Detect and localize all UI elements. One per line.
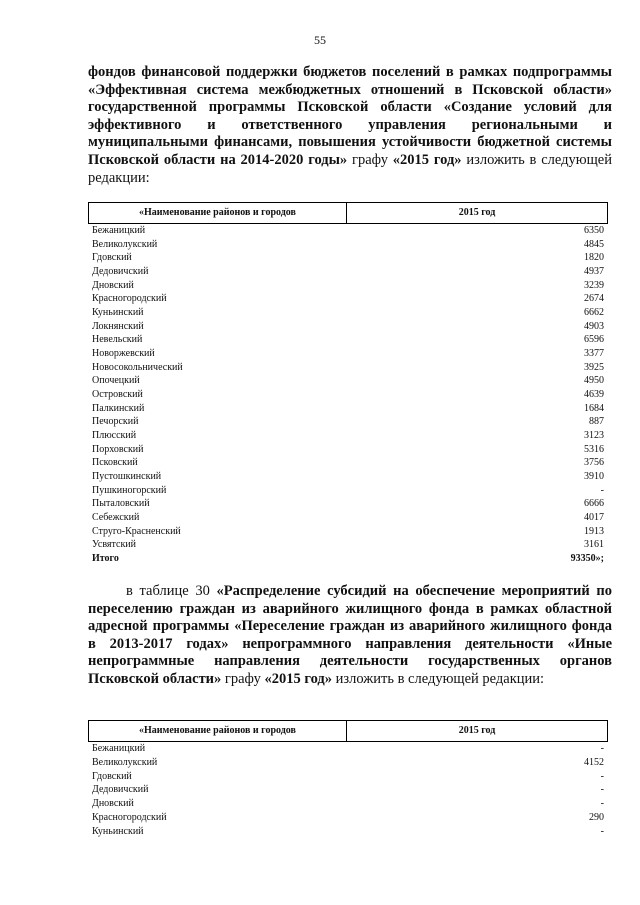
table-row xyxy=(92,443,604,457)
total-label: Итого xyxy=(92,553,119,565)
district-name: Дедовичский xyxy=(92,784,149,796)
paragraph-1-text: графу xyxy=(347,151,393,168)
paragraph-1 xyxy=(88,64,612,187)
table-row xyxy=(92,484,604,498)
amount-value: 3123 xyxy=(584,430,604,442)
district-name: Пустошкинский xyxy=(92,471,162,483)
district-name: Печорский xyxy=(92,416,139,428)
table-row xyxy=(92,811,604,825)
paragraph-2 xyxy=(88,583,612,689)
district-name: Пушкиногорский xyxy=(92,484,167,496)
table-2-col-year-header: 2015 год xyxy=(458,725,496,736)
amount-value: 6350 xyxy=(584,225,604,236)
table-row xyxy=(92,224,604,238)
amount-value: 4950 xyxy=(584,375,604,387)
table-row xyxy=(92,538,604,552)
amount-value: 4152 xyxy=(584,756,604,768)
table-total-row xyxy=(92,552,604,566)
district-name: Себежский xyxy=(92,512,140,524)
table-row xyxy=(92,825,604,839)
amount-value: 3756 xyxy=(584,457,604,469)
district-name: Опочецкий xyxy=(92,375,140,387)
amount-value: - xyxy=(600,770,604,782)
paragraph-2-column-name: «2015 год» xyxy=(264,670,332,687)
amount-value: 887 xyxy=(589,416,604,428)
district-name: Гдовский xyxy=(92,252,132,264)
table-row xyxy=(92,292,604,306)
paragraph-1-column-name: «2015 год» xyxy=(392,151,462,168)
paragraph-2-intro: в таблице 30 xyxy=(126,583,217,599)
amount-value: 4937 xyxy=(584,266,604,278)
table-row xyxy=(92,742,604,756)
amount-value: 6596 xyxy=(584,334,604,346)
table-1-header xyxy=(88,202,608,224)
amount-value: - xyxy=(600,825,604,837)
amount-value: 290 xyxy=(589,811,604,823)
district-name: Плюсский xyxy=(92,430,137,442)
table-row xyxy=(92,456,604,470)
district-name: Псковский xyxy=(92,457,138,469)
paragraph-1-text-end: изложить в следующей редакции: xyxy=(88,151,612,186)
table-row xyxy=(92,320,604,334)
table-row xyxy=(92,347,604,361)
table-row xyxy=(92,306,604,320)
district-name: Струго-Красненский xyxy=(92,525,181,537)
table-row xyxy=(92,251,604,265)
district-name: Палкинский xyxy=(92,402,145,414)
table-row xyxy=(92,279,604,293)
table-2-col-name-header: «Наименование районов и городов xyxy=(89,721,347,741)
amount-value: 2674 xyxy=(584,293,604,305)
amount-value: 6666 xyxy=(584,498,604,510)
district-name: Куньинский xyxy=(92,307,144,319)
total-value: 93350»; xyxy=(570,553,604,565)
table-1-col-name-header: «Наименование районов и городов xyxy=(89,203,347,223)
amount-value: 3925 xyxy=(584,361,604,373)
table-row xyxy=(92,756,604,770)
page-number: 55 xyxy=(314,33,326,47)
district-name: Бежаницкий xyxy=(92,225,146,236)
table-row xyxy=(92,415,604,429)
paragraph-2-text-end: изложить в следующей редакции: xyxy=(331,670,545,687)
district-name: Порховский xyxy=(92,443,144,455)
paragraph-2-bold: «Распределение субсидий на обеспечение мероприятий по переселению граждан из аварийного жилищного фонда в рамках областной адресной программы «Переселение граждан из аварийного жилищного фонда в 2013-2017 годах» непрограммного направления деятельности «Иные непрограммные направления деятельности государственных органов Псковской области» xyxy=(88,583,612,687)
district-name: Красногородский xyxy=(92,293,167,305)
district-name: Островский xyxy=(92,389,143,401)
table-row xyxy=(92,402,604,416)
table-row xyxy=(92,238,604,252)
district-name: Пыталовский xyxy=(92,498,150,510)
district-name: Гдовский xyxy=(92,770,132,782)
paragraph-2-text: графу xyxy=(221,670,265,687)
district-name: Локнянский xyxy=(92,320,144,332)
table-row xyxy=(92,770,604,784)
amount-value: 6662 xyxy=(584,307,604,319)
district-name: Дедовичский xyxy=(92,266,149,278)
amount-value: 4903 xyxy=(584,320,604,332)
table-1-body xyxy=(92,224,604,566)
district-name: Красногородский xyxy=(92,811,167,823)
table-row xyxy=(92,497,604,511)
amount-value: 5316 xyxy=(584,443,604,455)
table-row xyxy=(92,265,604,279)
district-name: Невельский xyxy=(92,334,143,346)
district-name: Усвятский xyxy=(92,539,136,551)
amount-value: 3161 xyxy=(584,539,604,551)
amount-value: 3910 xyxy=(584,471,604,483)
table-1-col-year-header: 2015 год xyxy=(458,207,496,218)
table-row xyxy=(92,388,604,402)
table-row xyxy=(92,511,604,525)
amount-value: 1684 xyxy=(584,402,604,414)
table-row xyxy=(92,333,604,347)
table-row xyxy=(92,361,604,375)
district-name: Великолукский xyxy=(92,756,158,768)
table-row xyxy=(92,470,604,484)
table-2-body xyxy=(92,742,604,839)
amount-value: 4845 xyxy=(584,238,604,250)
district-name: Новосокольнический xyxy=(92,361,183,373)
table-row xyxy=(92,429,604,443)
district-name: Новоржевский xyxy=(92,348,155,360)
amount-value: 4017 xyxy=(584,512,604,524)
paragraph-1-bold: фондов финансовой поддержки бюджетов поселений в рамках подпрограммы «Эффективная система межбюджетных отношений в Псковской области» государственной программы Псковской области «Создание условий для эффективного и ответственного управления региональными и муниципальными финансами, повышения устойчивости бюджетной системы Псковской области на 2014-2020 годы» xyxy=(88,64,612,168)
amount-value: - xyxy=(600,743,604,754)
amount-value: - xyxy=(600,784,604,796)
district-name: Дновский xyxy=(92,798,134,810)
district-name: Куньинский xyxy=(92,825,144,837)
amount-value: 3239 xyxy=(584,279,604,291)
table-row xyxy=(92,525,604,539)
amount-value: 3377 xyxy=(584,348,604,360)
amount-value: 4639 xyxy=(584,389,604,401)
amount-value: 1913 xyxy=(584,525,604,537)
district-name: Бежаницкий xyxy=(92,743,146,754)
table-row xyxy=(92,374,604,388)
amount-value: - xyxy=(600,484,604,496)
table-row xyxy=(92,797,604,811)
district-name: Великолукский xyxy=(92,238,158,250)
table-2-header xyxy=(88,720,608,742)
amount-value: 1820 xyxy=(584,252,604,264)
table-row xyxy=(92,783,604,797)
district-name: Дновский xyxy=(92,279,134,291)
amount-value: - xyxy=(600,798,604,810)
